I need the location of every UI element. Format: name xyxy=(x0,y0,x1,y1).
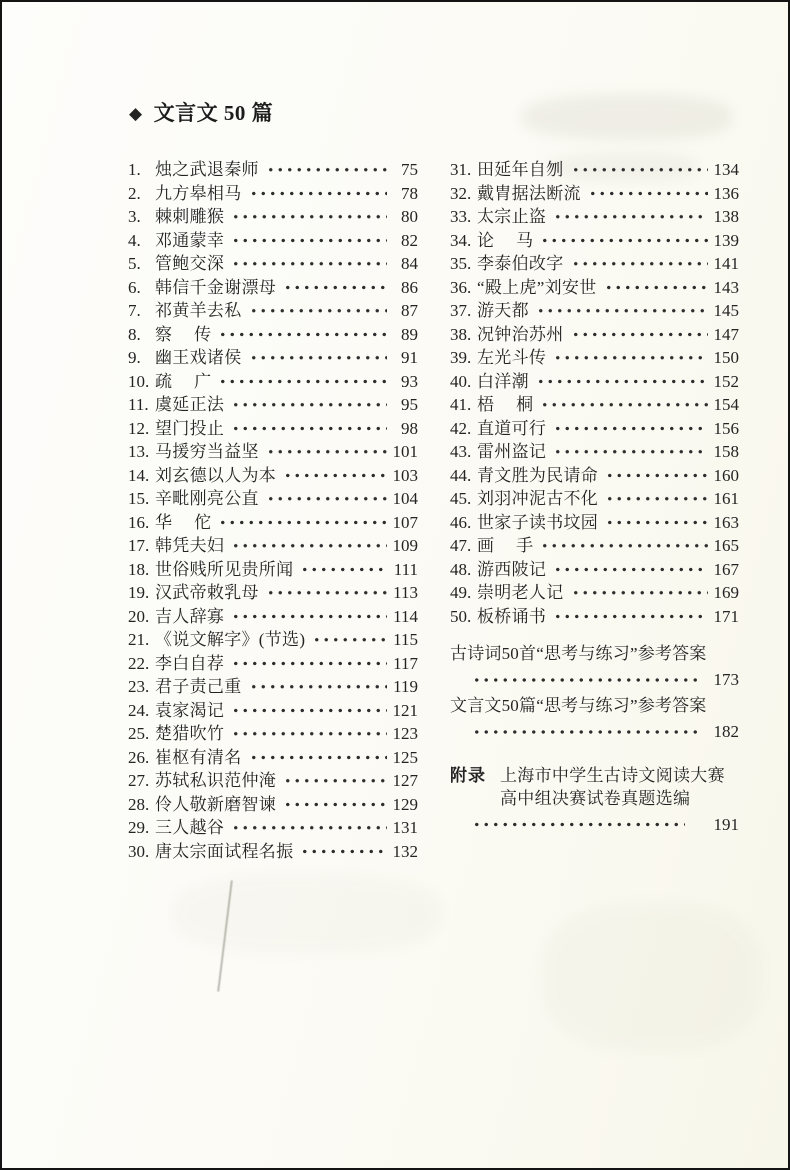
dot-leader xyxy=(551,440,708,464)
toc-item-number: 5. xyxy=(128,254,141,273)
toc-item-number: 30. xyxy=(128,841,150,861)
section-header xyxy=(129,98,273,126)
toc-item-number: 19. xyxy=(128,583,150,602)
dot-leader xyxy=(551,605,708,629)
toc-item-number: 23. xyxy=(128,677,150,696)
appendix-title-line2: 高中组决赛试卷真题选编 xyxy=(500,789,691,808)
dot-leader xyxy=(229,393,387,417)
toc-item-title: 棘刺雕猴 xyxy=(155,207,225,226)
toc-item xyxy=(450,229,739,253)
dot-leader xyxy=(229,205,387,229)
dot-leader xyxy=(470,667,700,693)
toc-item-number: 33. xyxy=(450,207,472,226)
appendix-head xyxy=(450,764,739,810)
toc-item-page: 104 xyxy=(392,489,418,508)
toc-item-title: 祁黄羊去私 xyxy=(155,301,242,320)
toc-item-page: 89 xyxy=(401,324,418,344)
toc-item-page: 167 xyxy=(713,559,739,579)
toc-item-title: 崇明老人记 xyxy=(477,583,564,602)
dot-leader xyxy=(538,534,708,558)
toc-item-title: 李白自荐 xyxy=(155,653,225,673)
toc-item-title: 板桥诵书 xyxy=(477,606,547,626)
toc-item xyxy=(128,769,418,793)
toc-item-title: 马援穷当益坚 xyxy=(155,442,259,461)
toc-item-title: 望门投止 xyxy=(155,418,225,438)
toc-item xyxy=(450,417,739,441)
dot-leader xyxy=(264,487,387,511)
dot-leader xyxy=(602,276,709,300)
toc-item-page: 127 xyxy=(392,771,418,790)
toc-item xyxy=(128,558,418,582)
toc-item-page: 152 xyxy=(713,371,739,391)
toc-item-title: 疏 广 xyxy=(155,371,212,391)
toc-item xyxy=(450,487,739,511)
toc-item-page: 163 xyxy=(713,512,739,532)
dot-leader xyxy=(229,229,387,253)
bleed-through-artifact xyxy=(522,94,732,140)
dot-leader xyxy=(551,558,708,582)
dot-leader xyxy=(551,346,708,370)
toc-item-page: 82 xyxy=(401,230,418,250)
section-title: 文言文 50 篇 xyxy=(153,101,274,125)
toc-item-number: 25. xyxy=(128,724,150,743)
toc-item xyxy=(128,581,418,605)
toc-item-page: 84 xyxy=(401,254,418,273)
toc-item xyxy=(450,205,739,229)
toc-item-title: 田延年自刎 xyxy=(477,160,564,179)
dot-leader xyxy=(229,816,387,840)
dot-leader xyxy=(247,182,388,206)
dot-leader xyxy=(534,299,708,323)
dot-leader xyxy=(229,699,387,723)
toc-item xyxy=(128,511,418,535)
toc-item-number: 17. xyxy=(128,536,150,555)
toc-item-title: 韩信千金谢漂母 xyxy=(155,277,277,297)
toc-item-page: 93 xyxy=(401,371,418,391)
toc-item-page: 114 xyxy=(393,606,418,626)
toc-item xyxy=(450,252,739,276)
toc-item xyxy=(450,299,739,323)
toc-item-number: 10. xyxy=(128,371,150,391)
toc-item xyxy=(128,276,418,300)
dot-leader xyxy=(216,370,387,394)
toc-item xyxy=(450,346,739,370)
dot-leader xyxy=(281,464,387,488)
toc-item-number: 46. xyxy=(450,512,472,532)
toc-item-title: 世俗贱所见贵所闻 xyxy=(155,559,294,579)
dot-leader xyxy=(247,675,388,699)
toc-item xyxy=(128,182,418,206)
toc-item-number: 29. xyxy=(128,818,150,837)
dot-leader xyxy=(569,158,709,182)
answers-entry-page: 173 xyxy=(713,670,739,689)
diamond-bullet-icon: ◆ xyxy=(129,103,143,123)
dot-leader xyxy=(229,605,387,629)
toc-item-page: 113 xyxy=(393,583,418,602)
dot-leader xyxy=(216,323,387,347)
toc-item-title: 楚猎吹竹 xyxy=(155,724,225,743)
toc-item-page: 131 xyxy=(392,818,418,837)
toc-item-title: 刘羽冲泥古不化 xyxy=(477,489,599,508)
dot-leader xyxy=(310,628,387,652)
toc-item xyxy=(450,464,739,488)
toc-item xyxy=(128,652,418,676)
toc-item xyxy=(128,722,418,746)
appendix-page: 191 xyxy=(713,814,739,834)
toc-item-title: 白洋潮 xyxy=(477,371,529,391)
toc-item xyxy=(128,299,418,323)
toc-item-page: 161 xyxy=(713,489,739,508)
toc-item-title: 梧 桐 xyxy=(477,395,534,414)
toc-item-title: 华 佗 xyxy=(155,512,212,532)
toc-item-title: 况钟治苏州 xyxy=(477,324,564,344)
appendix-label: 附录 xyxy=(450,766,486,785)
toc-item-title: “殿上虎”刘安世 xyxy=(477,277,597,297)
toc-item-title: 九方皋相马 xyxy=(155,183,242,203)
toc-item-title: 汉武帝敕乳母 xyxy=(155,583,259,602)
dot-leader xyxy=(538,393,708,417)
toc-item-page: 171 xyxy=(713,606,739,626)
toc-item-title: 虞延正法 xyxy=(155,395,225,414)
toc-item-number: 43. xyxy=(450,442,472,461)
toc-item-title: 三人越谷 xyxy=(155,818,225,837)
toc-item xyxy=(128,605,418,629)
toc-item-page: 86 xyxy=(401,277,418,297)
toc-item xyxy=(128,158,418,182)
dot-leader xyxy=(229,252,387,276)
scan-scratch-artifact xyxy=(217,880,233,991)
toc-item-number: 34. xyxy=(450,230,472,250)
appendix-section xyxy=(450,764,739,837)
toc-item-number: 42. xyxy=(450,418,472,438)
toc-item-number: 31. xyxy=(450,160,472,179)
dot-leader xyxy=(229,534,387,558)
toc-item-number: 40. xyxy=(450,371,472,391)
toc-item xyxy=(128,675,418,699)
toc-item-page: 107 xyxy=(392,512,418,532)
dot-leader xyxy=(247,346,388,370)
toc-item-number: 9. xyxy=(128,348,141,367)
toc-item xyxy=(450,605,739,629)
answers-section xyxy=(450,641,739,745)
toc-item-title: 辛毗刚亮公直 xyxy=(155,489,259,508)
answers-entry xyxy=(450,693,739,745)
dot-leader xyxy=(247,299,388,323)
toc-item-page: 123 xyxy=(392,724,418,743)
toc-item-number: 26. xyxy=(128,747,150,767)
toc-item-number: 48. xyxy=(450,559,472,579)
dot-leader xyxy=(470,812,685,837)
dot-leader xyxy=(281,793,387,817)
toc-item xyxy=(128,793,418,817)
toc-item xyxy=(128,534,418,558)
toc-item-page: 139 xyxy=(713,230,739,250)
toc-item-number: 12. xyxy=(128,418,150,438)
toc-item-page: 87 xyxy=(401,301,418,320)
dot-leader xyxy=(470,719,700,745)
toc-item xyxy=(450,440,739,464)
toc-item-title: 管鲍交深 xyxy=(155,254,225,273)
toc-item-page: 129 xyxy=(392,794,418,814)
toc-item-page: 160 xyxy=(713,465,739,485)
toc-item-page: 78 xyxy=(401,183,418,203)
toc-item xyxy=(450,370,739,394)
dot-leader xyxy=(264,158,387,182)
toc-item-page: 158 xyxy=(713,442,739,461)
toc-item-number: 14. xyxy=(128,465,150,485)
toc-item-number: 27. xyxy=(128,771,150,790)
toc-column-right xyxy=(450,158,739,837)
toc-item-page: 91 xyxy=(401,348,418,367)
toc-item-page: 111 xyxy=(393,559,418,579)
toc-item-page: 156 xyxy=(713,418,739,438)
bleed-through-artifact xyxy=(542,902,762,1052)
dot-leader xyxy=(538,229,708,253)
toc-item-number: 39. xyxy=(450,348,472,367)
toc-item-page: 121 xyxy=(392,700,418,720)
toc-item-number: 21. xyxy=(128,630,150,649)
toc-item-title: 太宗止盗 xyxy=(477,207,547,226)
toc-item-page: 101 xyxy=(392,442,418,461)
answers-entry-title: 文言文50篇“思考与练习”参考答案 xyxy=(450,696,707,715)
toc-item-title: 君子责己重 xyxy=(155,677,242,696)
toc-item-number: 7. xyxy=(128,301,141,320)
toc-item xyxy=(450,511,739,535)
toc-item-title: 邓通蒙幸 xyxy=(155,230,225,250)
toc-item xyxy=(128,699,418,723)
toc-item-number: 8. xyxy=(128,324,141,344)
toc-item-page: 117 xyxy=(393,653,418,673)
toc-item-page: 141 xyxy=(713,254,739,273)
toc-item-number: 24. xyxy=(128,700,150,720)
toc-item-title: 崔枢有清名 xyxy=(155,747,242,767)
dot-leader xyxy=(603,511,708,535)
dot-leader xyxy=(569,323,709,347)
toc-item-title: 青文胜为民请命 xyxy=(477,465,599,485)
bleed-through-artifact xyxy=(172,874,442,954)
toc-item xyxy=(128,323,418,347)
toc-item-page: 119 xyxy=(393,677,418,696)
toc-item-title: 《说文解字》(节选) xyxy=(155,630,306,649)
toc-item-page: 98 xyxy=(401,418,418,438)
toc-item xyxy=(128,205,418,229)
toc-item-title: 游天都 xyxy=(477,301,529,320)
toc-item-title: 唐太宗面试程名振 xyxy=(155,841,294,861)
toc-item xyxy=(128,229,418,253)
toc-column-left xyxy=(128,158,418,863)
toc-item xyxy=(128,252,418,276)
toc-item-number: 2. xyxy=(128,183,141,203)
toc-item-number: 3. xyxy=(128,207,141,226)
dot-leader xyxy=(603,487,708,511)
toc-item-title: 吉人辞寡 xyxy=(155,606,225,626)
toc-item xyxy=(128,393,418,417)
toc-item xyxy=(128,346,418,370)
toc-item-number: 50. xyxy=(450,606,472,626)
toc-item-title: 察 传 xyxy=(155,324,212,344)
toc-item-title: 游西陂记 xyxy=(477,559,547,579)
toc-item-title: 袁家渴记 xyxy=(155,700,225,720)
toc-item-number: 20. xyxy=(128,606,150,626)
toc-item-page: 138 xyxy=(713,207,739,226)
appendix-title-line1: 上海市中学生古诗文阅读大赛 xyxy=(500,766,725,785)
dot-leader xyxy=(216,511,387,535)
toc-item-page: 134 xyxy=(713,160,739,179)
toc-item-page: 75 xyxy=(401,160,418,179)
toc-item xyxy=(128,840,418,864)
answers-entry-dots-row xyxy=(450,719,739,745)
toc-item-number: 16. xyxy=(128,512,150,532)
toc-item xyxy=(128,464,418,488)
dot-leader xyxy=(247,746,388,770)
toc-item-page: 109 xyxy=(392,536,418,555)
toc-item-page: 143 xyxy=(713,277,739,297)
dot-leader xyxy=(281,769,387,793)
toc-item xyxy=(450,558,739,582)
toc-item xyxy=(128,816,418,840)
dot-leader xyxy=(298,558,387,582)
toc-item xyxy=(450,182,739,206)
toc-item-number: 4. xyxy=(128,230,141,250)
toc-item-number: 28. xyxy=(128,794,150,814)
toc-item-title: 世家子读书坟园 xyxy=(477,512,599,532)
toc-item-title: 李泰伯改字 xyxy=(477,254,564,273)
toc-item-title: 幽王戏诸侯 xyxy=(155,348,242,367)
toc-item xyxy=(450,158,739,182)
toc-item-page: 165 xyxy=(713,536,739,555)
toc-item xyxy=(128,440,418,464)
toc-item-page: 95 xyxy=(401,395,418,414)
toc-item xyxy=(450,393,739,417)
toc-item-number: 47. xyxy=(450,536,472,555)
answers-entry-page: 182 xyxy=(713,722,739,741)
toc-item-title: 直道可行 xyxy=(477,418,547,438)
dot-leader xyxy=(534,370,708,394)
toc-item-number: 35. xyxy=(450,254,472,273)
toc-item-title: 画 手 xyxy=(477,536,534,555)
toc-item xyxy=(128,370,418,394)
toc-item-number: 18. xyxy=(128,559,150,579)
toc-item-page: 125 xyxy=(392,747,418,767)
dot-leader xyxy=(586,182,708,206)
toc-item-page: 145 xyxy=(713,301,739,320)
toc-item-number: 38. xyxy=(450,324,472,344)
toc-item-number: 1. xyxy=(128,160,141,179)
dot-leader xyxy=(569,252,709,276)
appendix-dots-row xyxy=(450,812,739,837)
toc-item xyxy=(128,746,418,770)
toc-item-page: 80 xyxy=(401,207,418,226)
toc-item-number: 49. xyxy=(450,583,472,602)
toc-item-title: 戴胄据法断流 xyxy=(477,183,581,203)
toc-item-number: 32. xyxy=(450,183,472,203)
dot-leader xyxy=(281,276,387,300)
toc-item-title: 刘玄德以人为本 xyxy=(155,465,277,485)
toc-item xyxy=(450,276,739,300)
toc-item xyxy=(450,581,739,605)
toc-item-title: 韩凭夫妇 xyxy=(155,536,225,555)
toc-item-number: 22. xyxy=(128,653,150,673)
toc-item-page: 136 xyxy=(713,183,739,203)
dot-leader xyxy=(551,417,708,441)
toc-item-page: 132 xyxy=(392,841,418,861)
toc-item-page: 150 xyxy=(713,348,739,367)
toc-item-number: 11. xyxy=(128,395,149,414)
appendix-title xyxy=(500,764,739,810)
toc-item-number: 36. xyxy=(450,277,472,297)
toc-item-page: 154 xyxy=(713,395,739,414)
toc-item-page: 115 xyxy=(393,630,418,649)
toc-item xyxy=(128,417,418,441)
dot-leader xyxy=(298,840,387,864)
toc-item xyxy=(450,534,739,558)
toc-item-title: 烛之武退秦师 xyxy=(155,160,259,179)
toc-item-number: 6. xyxy=(128,277,141,297)
answers-entry-title: 古诗词50首“思考与练习”参考答案 xyxy=(450,644,707,663)
answers-entry-dots-row xyxy=(450,667,739,693)
answers-entry xyxy=(450,641,739,693)
toc-item-number: 15. xyxy=(128,489,150,508)
toc-item-page: 147 xyxy=(713,324,739,344)
toc-item-number: 41. xyxy=(450,395,472,414)
dot-leader xyxy=(264,440,387,464)
dot-leader xyxy=(551,205,708,229)
toc-item-title: 雷州盗记 xyxy=(477,442,547,461)
toc-item-title: 苏轼私识范仲淹 xyxy=(155,771,277,790)
dot-leader xyxy=(229,417,387,441)
toc-item-title: 左光斗传 xyxy=(477,348,547,367)
toc-item-number: 45. xyxy=(450,489,472,508)
toc-item-number: 44. xyxy=(450,465,472,485)
dot-leader xyxy=(603,464,708,488)
toc-item-page: 103 xyxy=(392,465,418,485)
toc-item-number: 37. xyxy=(450,301,472,320)
toc-item-number: 13. xyxy=(128,442,150,461)
toc-item xyxy=(450,323,739,347)
toc-item xyxy=(128,487,418,511)
dot-leader xyxy=(569,581,709,605)
toc-item-title: 论 马 xyxy=(477,230,534,250)
dot-leader xyxy=(229,722,387,746)
toc-item xyxy=(128,628,418,652)
toc-item-title: 伶人敬新磨智谏 xyxy=(155,794,277,814)
toc-item-page: 169 xyxy=(713,583,739,602)
dot-leader xyxy=(229,652,387,676)
dot-leader xyxy=(264,581,387,605)
